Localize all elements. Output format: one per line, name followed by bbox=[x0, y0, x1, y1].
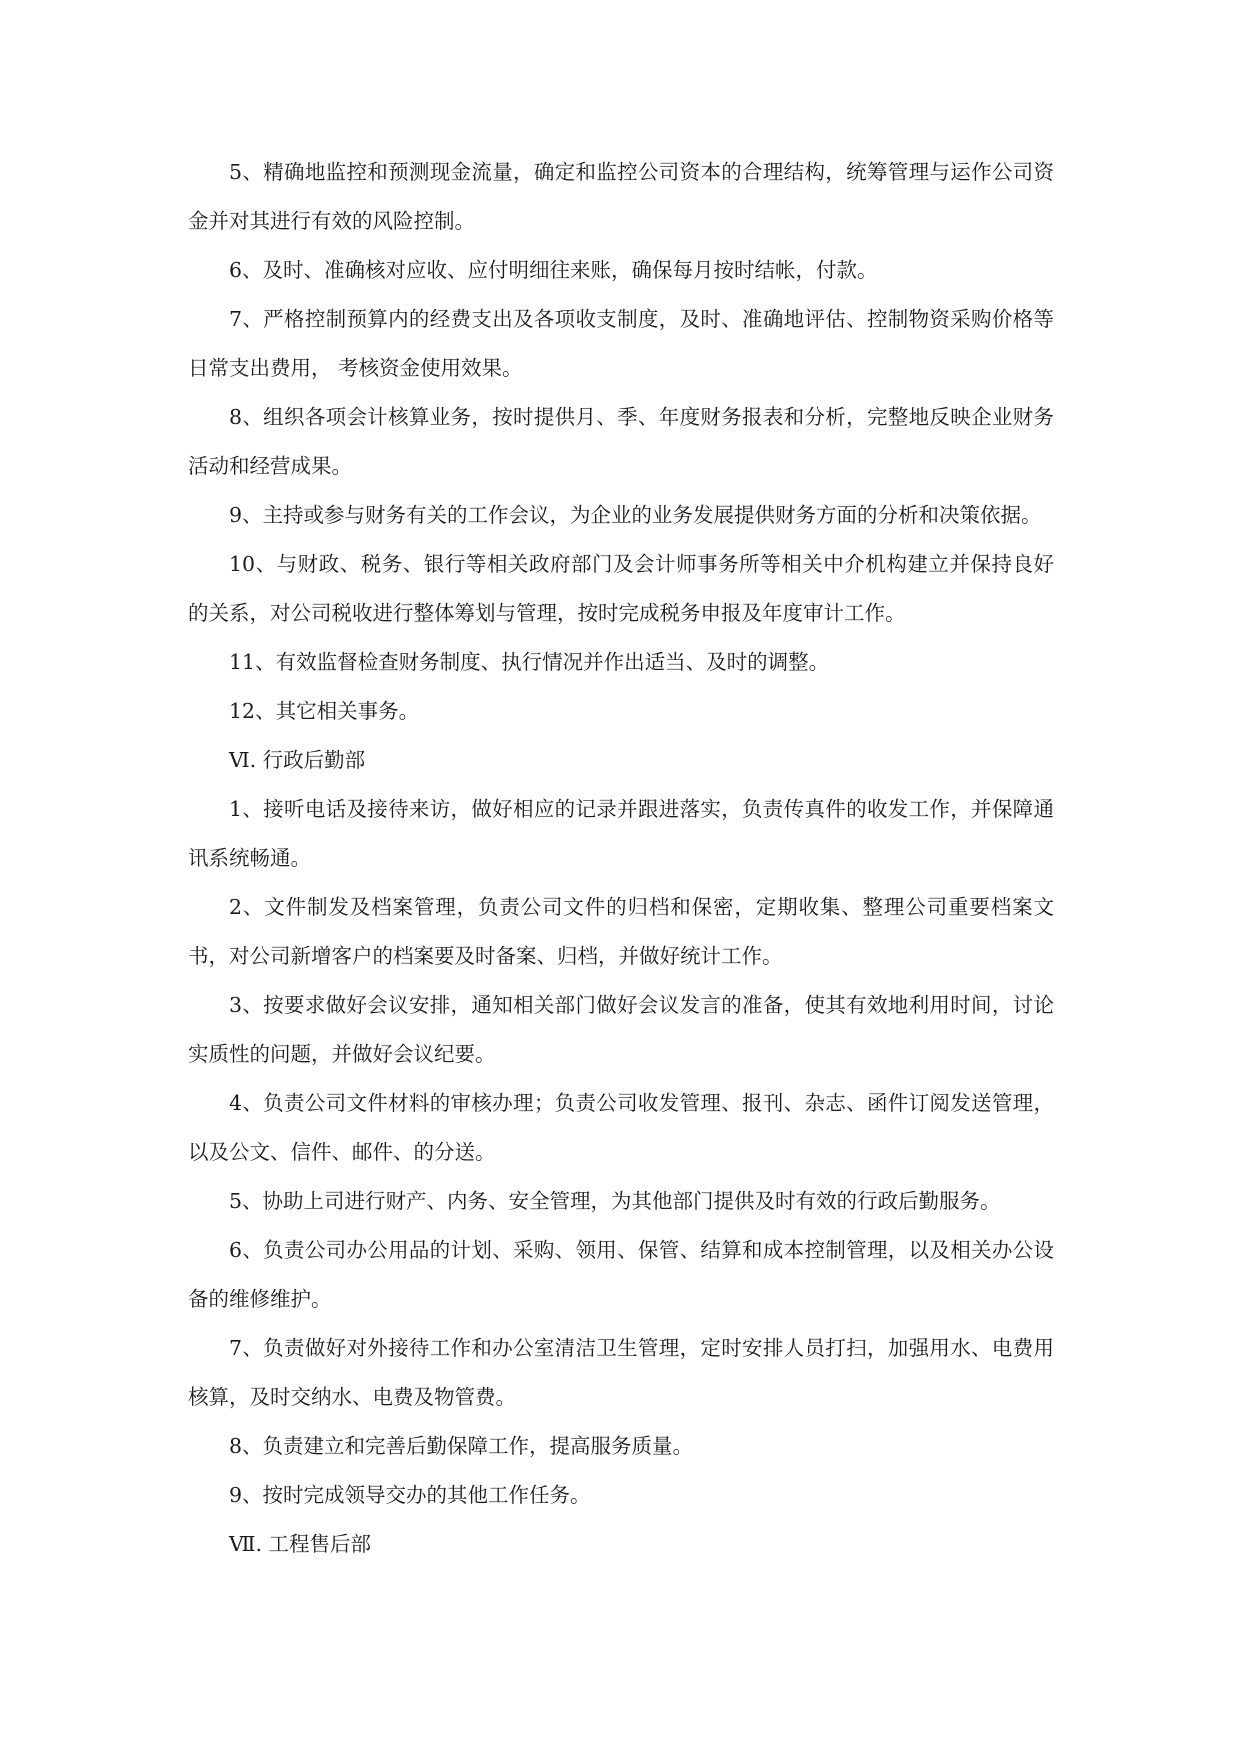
document-body bbox=[188, 148, 1054, 1569]
finance-item-7: 7、严格控制预算内的经费支出及各项收支制度，及时、准确地评估、控制物资采购价格等日常支出费用， 考核资金使用效果。 bbox=[188, 307, 1054, 380]
finance-item-8: 8、组织各项会计核算业务，按时提供月、季、年度财务报表和分析，完整地反映企业财务活动和经营成果。 bbox=[188, 405, 1054, 478]
admin-item-8: 8、负责建立和完善后勤保障工作，提高服务质量。 bbox=[229, 1434, 694, 1458]
admin-item-3: 3、按要求做好会议安排，通知相关部门做好会议发言的准备，使其有效地利用时间，讨论实质性的问题，并做好会议纪要。 bbox=[188, 993, 1054, 1066]
finance-item-6: 6、及时、准确核对应收、应付明细往来账，确保每月按时结帐，付款。 bbox=[229, 258, 878, 282]
admin-item-2: 2、文件制发及档案管理，负责公司文件的归档和保密，定期收集、整理公司重要档案文书，对公司新增客户的档案要及时备案、归档，并做好统计工作。 bbox=[188, 895, 1054, 968]
finance-item-10: 10、与财政、税务、银行等相关政府部门及会计师事务所等相关中介机构建立并保持良好的关系，对公司税收进行整体筹划与管理，按时完成税务申报及年度审计工作。 bbox=[188, 552, 1054, 625]
admin-item-4: 4、负责公司文件材料的审核办理；负责公司收发管理、报刊、杂志、函件订阅发送管理，以及公文、信件、邮件、的分送。 bbox=[188, 1091, 1054, 1164]
section-heading-admin-logistics: Ⅵ. 行政后勤部 bbox=[229, 748, 366, 772]
admin-item-1: 1、接听电话及接待来访，做好相应的记录并跟进落实，负责传真件的收发工作，并保障通讯系统畅通。 bbox=[188, 797, 1054, 870]
admin-item-7: 7、负责做好对外接待工作和办公室清洁卫生管理，定时安排人员打扫，加强用水、电费用核算，及时交纳水、电费及物管费。 bbox=[188, 1336, 1054, 1409]
admin-item-9: 9、按时完成领导交办的其他工作任务。 bbox=[229, 1483, 591, 1507]
admin-item-5: 5、协助上司进行财产、内务、安全管理，为其他部门提供及时有效的行政后勤服务。 bbox=[229, 1189, 1001, 1213]
section-heading-engineering-after-sales: Ⅶ. 工程售后部 bbox=[229, 1532, 371, 1556]
admin-item-6: 6、负责公司办公用品的计划、采购、领用、保管、结算和成本控制管理，以及相关办公设备的维修维护。 bbox=[188, 1238, 1054, 1311]
finance-item-9: 9、主持或参与财务有关的工作会议，为企业的业务发展提供财务方面的分析和决策依据。 bbox=[229, 503, 1042, 527]
finance-item-5: 5、精确地监控和预测现金流量，确定和监控公司资本的合理结构，统筹管理与运作公司资金并对其进行有效的风险控制。 bbox=[188, 160, 1054, 233]
finance-item-12: 12、其它相关事务。 bbox=[229, 699, 420, 723]
finance-item-11: 11、有效监督检查财务制度、执行情况并作出适当、及时的调整。 bbox=[229, 650, 830, 674]
